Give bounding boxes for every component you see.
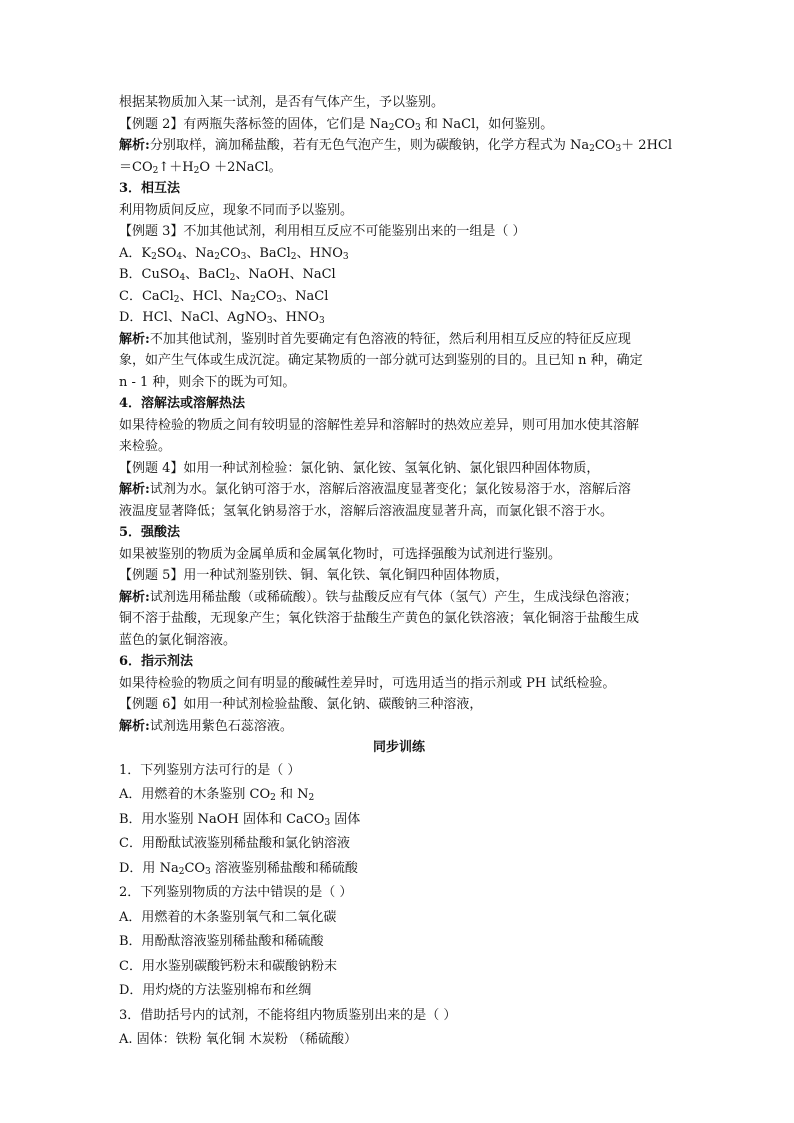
chemical-equation: $=CO_2↑+H_2O$ ＋2NaCl。	[119, 159, 282, 176]
q2-option-a: A．用燃着的木条鉴别氧气和二氧化碳	[119, 909, 337, 925]
question-2: 2．下列鉴别物质的方法中错误的是（ ）	[119, 885, 353, 900]
example-2: 【例题 2】有两瓶失落标签的固体，它们是 $Na_2CO_3$ 和 NaCl，如何鉴别。	[119, 116, 554, 133]
example-4-solution: 解析:试剂为水。氯化钠可溶于水，溶解后溶液温度显著变化；氯化铵易溶于水，溶解后溶	[119, 482, 631, 497]
option-a: A．$K_2SO_4$、$Na_2CO_3$、BaCl$_2$、$HNO_3$	[119, 245, 349, 262]
paragraph: 液温度显著降低；氢氧化钠易溶于水，溶解后溶液温度显著升高，而氯化银不溶于水。	[119, 503, 614, 519]
paragraph: 如果待检验的物质之间有明显的酸碱性差异时，可选用适当的指示剂或 PH 试纸检验。	[119, 675, 616, 691]
section-heading: 6．指示剂法	[119, 654, 194, 669]
paragraph: 蓝色的氯化铜溶液。	[119, 632, 237, 648]
example-3-solution: 解析:不加其他试剂，鉴别时首先要确定有色溶液的特征，然后利用相互反应的特征反应现	[119, 331, 631, 347]
example-label: 【例题 2】	[119, 116, 184, 132]
question-3: 3．借助括号内的试剂，不能将组内物质鉴别出来的是（ ）	[119, 1007, 457, 1023]
example-6: 【例题 6】如用一种试剂检验盐酸、氯化钠、碳酸钠三种溶液，	[119, 697, 483, 712]
example-5: 【例题 5】用一种试剂鉴别铁、铜、氧化铁、氧化铜四种固体物质，	[119, 568, 509, 583]
paragraph: n - 1 种，则余下的既为可知。	[119, 374, 296, 390]
example-2-solution: 解析:分别取样，滴加稀盐酸，若有无色气泡产生，则为碳酸钠，化学方程式为 $Na_2CO_3+ 2HCl$	[119, 138, 673, 154]
section-heading: 5．强酸法	[119, 525, 181, 540]
q1-option-d: D．用 $Na_2CO_3$ 溶液鉴别稀盐酸和稀硫酸	[119, 860, 358, 877]
practice-title: 同步训练	[372, 740, 425, 755]
q1-option-b: B．用水鉴别 NaOH 固体和 CaCO$_3$ 固体	[119, 811, 361, 828]
paragraph: 如果被鉴别的物质为金属单质和金属氧化物时，可选择强酸为试剂进行鉴别。	[119, 546, 562, 562]
example-5-solution: 解析:试剂选用稀盐酸（或稀硫酸）。铁与盐酸反应有气体（氢气）产生，生成浅绿色溶液；	[119, 589, 638, 605]
option-c: C．CaCl$_2$、HCl、$Na_2CO_3$、NaCl	[119, 288, 329, 305]
paragraph: 来检验。	[119, 439, 172, 454]
section-heading: 4．溶解法或溶解热法	[119, 396, 246, 411]
paragraph: 如果待检验的物质之间有较明显的溶解性差异和溶解时的热效应差异，则可用加水使其溶解	[119, 417, 640, 433]
example-3: 【例题 3】不加其他试剂，利用相互反应不可能鉴别出来的一组是（ ）	[119, 224, 526, 239]
paragraph: 铜不溶于盐酸，无现象产生；氧化铁溶于盐酸生产黄色的氯化铁溶液；氧化铜溶于盐酸生成	[119, 611, 640, 626]
q2-option-b: B．用酚酞溶液鉴别稀盐酸和稀硫酸	[119, 934, 324, 949]
paragraph: 根据某物质加入某一试剂，是否有气体产生，予以鉴别。	[119, 95, 445, 110]
example-4: 【例题 4】如用一种试剂检验：氯化钠、氯化铵、氢氧化钠、氯化银四种固体物质，	[119, 460, 600, 476]
solution-label: 解析:	[119, 138, 150, 153]
option-d: D．HCl、NaCl、AgNO$_3$、$HNO_3$	[119, 310, 325, 326]
q3-option-a: A. 固体：铁粉 氧化铜 木炭粉 （稀硫酸）	[119, 1032, 358, 1047]
option-b: B．CuSO$_4$、BaCl$_2$、NaOH、NaCl	[119, 267, 336, 283]
section-heading: 3．相互法	[119, 181, 181, 196]
document-page	[119, 92, 679, 1053]
example-6-solution: 解析:试剂选用紫色石蕊溶液。	[119, 718, 293, 734]
q2-option-d: D．用灼烧的方法鉴别棉布和丝绸	[119, 983, 312, 998]
q1-option-a: A．用燃着的木条鉴别 $CO_2$ 和 $N_2$	[119, 787, 315, 803]
question-1: 1．下列鉴别方法可行的是（ ）	[119, 762, 301, 778]
q1-option-c: C．用酚酞试液鉴别稀盐酸和氯化钠溶液	[119, 836, 350, 851]
paragraph: 利用物质间反应，现象不同而予以鉴别。	[119, 202, 354, 218]
q2-option-c: C．用水鉴别碳酸钙粉末和碳酸钠粉末	[119, 958, 337, 974]
paragraph: 象，如产生气体或生成沉淀。确定某物质的一部分就可达到鉴别的目的。且已知 n 种，确定	[119, 353, 643, 368]
